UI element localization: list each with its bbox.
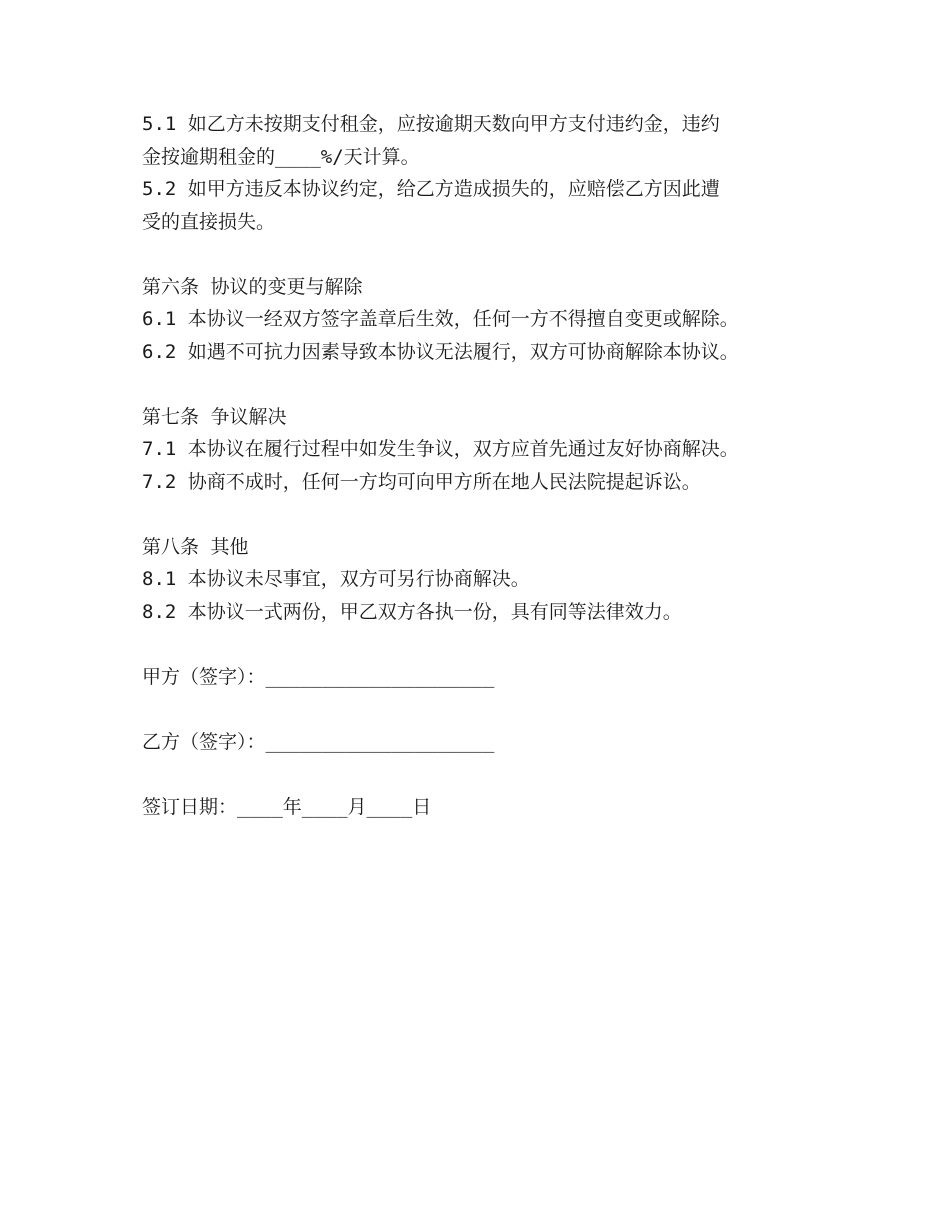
clause-5-2-line-2: 受的直接损失。 xyxy=(142,210,276,233)
spacer xyxy=(142,628,842,661)
party-a-signature-line: 甲方（签字）：____________________ xyxy=(142,665,495,688)
clause-6-heading: 第六条 协议的变更与解除 xyxy=(142,275,363,298)
clause-5-2-line-1: 5.2 如甲方违反本协议约定，给乙方造成损失的，应赔偿乙方因此遭 xyxy=(142,178,720,200)
spacer xyxy=(142,368,842,401)
signing-date-line: 签订日期：____年____月____日 xyxy=(142,795,432,818)
clause-8-heading: 第八条 其他 xyxy=(142,535,249,558)
clause-6-1: 6.1 本协议一经双方签字盖章后生效，任何一方不得擅自变更或解除。 xyxy=(142,308,739,330)
clause-6-section xyxy=(142,271,842,369)
clause-8-2: 8.2 本协议一式两份，甲乙双方各执一份，具有同等法律效力。 xyxy=(142,600,682,623)
spacer xyxy=(142,758,842,791)
clause-7-section xyxy=(142,401,842,499)
clause-5-1-line-1: 5.1 如乙方未按期支付租金，应按逾期天数向甲方支付违约金，违约 xyxy=(142,113,720,135)
clause-5-section xyxy=(142,108,842,238)
document-page xyxy=(142,108,842,823)
clause-7-1: 7.1 本协议在履行过程中如发生争议，双方应首先通过友好协商解决。 xyxy=(142,438,739,460)
clause-8-section xyxy=(142,531,842,629)
clause-6-2: 6.2 如遇不可抗力因素导致本协议无法履行，双方可协商解除本协议。 xyxy=(142,340,739,363)
signature-section xyxy=(142,661,842,824)
clause-7-2: 7.2 协商不成时，任何一方均可向甲方所在地人民法院提起诉讼。 xyxy=(142,470,701,493)
spacer xyxy=(142,498,842,531)
party-b-signature-line: 乙方（签字）：____________________ xyxy=(142,730,495,753)
spacer xyxy=(142,693,842,726)
clause-8-1: 8.1 本协议未尽事宜，双方可另行协商解决。 xyxy=(142,568,530,590)
clause-7-heading: 第七条 争议解决 xyxy=(142,405,287,428)
clause-5-1-line-2: 金按逾期租金的____%/天计算。 xyxy=(142,145,420,168)
spacer xyxy=(142,238,842,271)
